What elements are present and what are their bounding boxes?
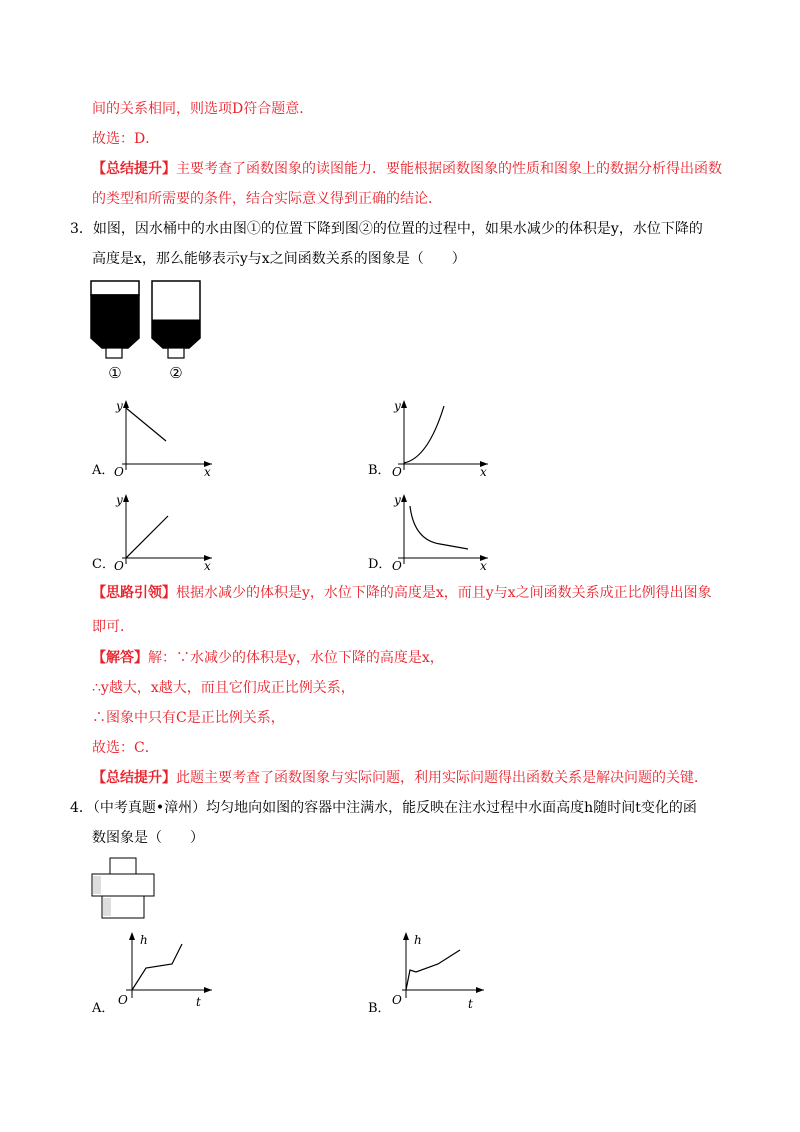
prev-choice-line: 故选：D． [92, 131, 160, 147]
q3-buckets-figure [88, 278, 208, 386]
q4-stem-line-1 [70, 798, 697, 818]
q4-option-a-graph [112, 928, 222, 1010]
prev-summary-line-1 [92, 159, 722, 179]
a-xlabel: x [204, 465, 211, 478]
q3-guide-line-1 [92, 583, 712, 603]
q4-stem-line-2: 数图象是（ ） [92, 830, 204, 846]
q3-option-d-label[interactable]: D． [368, 557, 392, 572]
c-ylabel: y [116, 493, 123, 507]
bucket-2-label: ② [169, 364, 183, 382]
q3-option-c-graph [112, 490, 222, 572]
bucket-2-figure [152, 281, 200, 358]
c-xlabel: x [204, 559, 211, 572]
b-origin: O [392, 465, 402, 478]
q3-answer-line-3: ∴图象中只有C是正比例关系， [92, 710, 285, 726]
q3-option-c-label[interactable]: C． [92, 557, 115, 572]
prev-summary-line-2: 的类型和所需要的条件，结合实际意义得到正确的结论． [92, 191, 442, 207]
b-xlabel: x [480, 465, 487, 478]
q4-a-xlabel: t [196, 995, 201, 1009]
q3-stem-line-2: 高度是x，那么能够表示y与x之间函数关系的图象是（ ） [92, 251, 466, 267]
q3-answer-line-4: 故选：C． [92, 740, 159, 756]
d-xlabel: x [480, 559, 487, 572]
bucket-1-figure [91, 281, 139, 358]
q4-a-ylabel: h [140, 933, 148, 947]
q3-option-b-label[interactable]: B． [368, 463, 391, 478]
bucket-1-label: ① [108, 364, 122, 382]
q4-option-b-label[interactable]: B． [368, 1001, 391, 1016]
q4-option-a-label[interactable]: A． [92, 1001, 115, 1016]
q3-answer-text-1: 解：∵水减少的体积是y，水位下降的高度是x， [148, 650, 444, 666]
q3-stem-text-1: 如图，因水桶中的水由图①的位置下降到图②的位置的过程中，如果水减少的体积是y，水位下降的 [92, 221, 703, 237]
q3-guide-line-2: 即可． [92, 619, 134, 635]
q4-number: 4． [70, 800, 93, 816]
q3-answer-line-2: ∴y越大，x越大，而且它们成正比例关系， [92, 680, 355, 696]
q3-answer-tag: 【解答】 [92, 650, 148, 666]
q3-option-d-graph [388, 490, 498, 572]
q3-stem-line-1 [70, 219, 703, 239]
c-origin: O [114, 559, 124, 572]
q4-stem-text-1: （中考真题•漳州）均匀地向如图的容器中注满水，能反映在注水过程中水面高度h随时间t变化的函 [92, 800, 697, 816]
q4-b-ylabel: h [414, 933, 422, 947]
q3-summary-tag: 【总结提升】 [92, 770, 176, 786]
q4-b-origin: O [392, 993, 402, 1007]
q3-guide-text-1: 根据水减少的体积是y，水位下降的高度是x，而且y与x之间函数关系成正比例得出图象 [176, 585, 712, 601]
q3-summary-line [92, 768, 708, 788]
q3-option-b-graph [388, 396, 498, 478]
d-ylabel: y [394, 493, 401, 507]
prev-summary-tag: 【总结提升】 [92, 161, 176, 177]
prev-summary-text: 主要考查了函数图象的读图能力．要能根据函数图象的性质和图象上的数据分析得出函数 [176, 161, 722, 177]
q4-a-origin: O [118, 993, 128, 1007]
q3-number: 3． [70, 221, 93, 237]
prev-conclusion-line: 间的关系相同，则选项D符合题意． [92, 101, 314, 117]
d-origin: O [392, 559, 402, 572]
q4-container-figure [88, 856, 158, 922]
q3-answer-line-1 [92, 648, 444, 668]
a-ylabel: y [116, 399, 123, 413]
q4-option-b-graph [388, 928, 498, 1010]
q3-guide-tag: 【思路引领】 [92, 585, 176, 601]
q3-option-a-label[interactable]: A． [92, 463, 115, 478]
a-origin: O [114, 465, 124, 478]
q3-option-a-graph [112, 396, 222, 478]
q3-summary-text: 此题主要考查了函数图象与实际问题，利用实际问题得出函数关系是解决问题的关键． [176, 770, 708, 786]
q4-b-xlabel: t [468, 997, 473, 1010]
b-ylabel: y [394, 399, 401, 413]
